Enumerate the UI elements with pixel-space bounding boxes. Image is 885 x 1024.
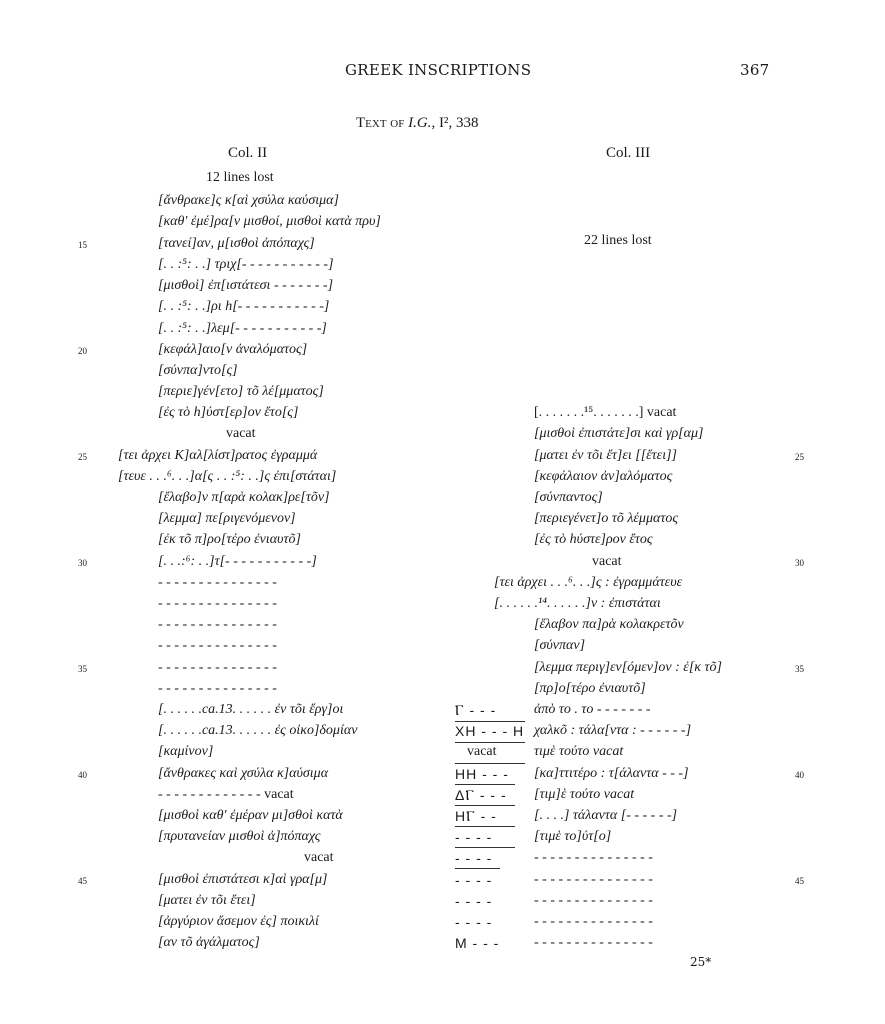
col2-line: [. . .:⁶: . .]τ[- - - - - - - - - - -]	[158, 554, 317, 569]
line-number: 15	[78, 240, 87, 250]
col3-line: [πρ]ο[τέρο ἐνιαυτõ]	[534, 681, 646, 696]
col3-vacat: vacat	[592, 554, 622, 569]
divider	[455, 721, 525, 722]
numeral-entry: - - - -	[455, 893, 493, 909]
line-number: 45	[78, 876, 87, 886]
col3-dash-line: - - - - - - - - - - - - - - -	[534, 872, 653, 887]
col3-line: χαλκõ : τάλα[ντα : - - - - - -]	[534, 723, 692, 738]
numeral-entry: - - - -	[455, 829, 493, 845]
col2-line: [ἐς τὸ h]ύστ[ερ]ον ἔτο[ς]	[158, 405, 299, 420]
col2-line: [ἀργύριον ἄσεμον ἐς] ποικιλί	[158, 914, 319, 929]
col3-dash-line: - - - - - - - - - - - - - - -	[534, 935, 653, 950]
col3-dash-line: - - - - - - - - - - - - - - -	[534, 914, 653, 929]
numeral-entry: Ⲅ - - -	[455, 702, 497, 718]
col2-dash-line: - - - - - - - - - - - - - - -	[158, 681, 277, 696]
numeral-entry: ΗΗ - - -	[455, 766, 509, 782]
col2-line: [. . . . . .ca.13. . . . . . ἐς οἰκο]δομίαν	[158, 723, 358, 738]
line-number: 25	[78, 452, 87, 462]
col2-line: [τει ἀρχει Κ]αλ[λίστ]ρατος ἐγραμμά	[118, 448, 318, 463]
col2-heading: Col. II	[228, 145, 268, 161]
line-number: 45	[795, 876, 804, 886]
line-number: 25	[795, 452, 804, 462]
col2-line: [καθ' ἐμέ]ρα[ν μισθοί, μισθοὶ κατὰ πρυ]	[158, 214, 381, 229]
col2-line: [. . :⁵: . .] τριχ[- - - - - - - - - - -]	[158, 257, 334, 272]
col3-lost-note: 22 lines lost	[584, 233, 652, 248]
caption-prefix: Text of	[356, 115, 405, 131]
running-title: GREEK INSCRIPTIONS	[345, 61, 532, 79]
col2-dash-line: - - - - - - - - - - - - - - -	[158, 575, 277, 590]
col2-dash-line: - - - - - - - - - - - - - - -	[158, 660, 277, 675]
numeral-entry: ΔⲄ - - -	[455, 787, 507, 803]
divider	[455, 784, 515, 785]
caption-number: 338	[455, 115, 479, 131]
col2-line: [ἔλαβο]ν π[αρὰ κολακ]ρε[τõν]	[158, 490, 330, 505]
divider	[455, 868, 500, 869]
numeral-entry: - - - -	[455, 850, 493, 866]
col2-line: [. . :⁵: . .]λεμ[- - - - - - - - - - -]	[158, 321, 327, 336]
col2-line: [ἄνθρακε]ς κ[αὶ χσύλα καύσιμα]	[158, 193, 339, 208]
numeral-entry: - - - -	[455, 914, 493, 930]
col3-line: [τει ἀρχει . . .⁶. . .]ς : ἐγραμμάτευε	[494, 575, 683, 590]
col3-line: [ματει ἐν τõι ἔτ]ει [[ἔτει]]	[534, 448, 677, 463]
numeral-entry: - - - -	[455, 872, 493, 888]
col2-line: [μισθοὶ καθ' ἐμέραν μι]σθοὶ κατὰ	[158, 808, 343, 823]
col2-line: [τανεί]αν, μ[ισθοὶ ἀπόπαχς]	[158, 236, 315, 251]
col2-vacat: vacat	[226, 426, 256, 441]
divider	[455, 847, 515, 848]
col2-line: [μισθοὶ] ἐπ[ιστάτεσι - - - - - - -]	[158, 278, 334, 293]
divider	[455, 763, 525, 764]
col2-line: [σύνπα]ντο[ς]	[158, 363, 238, 378]
col2-lost-note: 12 lines lost	[206, 170, 274, 185]
col3-line: [περιεγένετ]ο τõ λέμματος	[534, 511, 679, 526]
col2-dash-line: - - - - - - - - - - - - - - -	[158, 638, 277, 653]
line-number: 40	[78, 770, 87, 780]
col2-dash-line: - - - - - - - - - - - - - - -	[158, 617, 277, 632]
col3-heading: Col. III	[606, 145, 651, 161]
col3-line: [σύνπαν]	[534, 638, 586, 653]
numeral-entry: ΗⲄ - -	[455, 808, 497, 824]
col2-line: [. . :⁵: . .]ρι h[- - - - - - - - - - -]	[158, 299, 330, 314]
line-number: 30	[78, 558, 87, 568]
text-caption: Text of I.G., I², 338	[356, 115, 479, 131]
line-number: 35	[795, 664, 804, 674]
col3-line: [κα]ττιτέρο : τ[άλαντα - - -]	[534, 766, 689, 781]
col2-line: [κεφάλ]αιο[ν ἀναλόματος]	[158, 342, 308, 357]
col2-dash-line: - - - - - - - - - - - - - - -	[158, 596, 277, 611]
caption-ref: I.G.	[408, 115, 432, 131]
col2-line: [λεμμα] πε[ριγενόμενον]	[158, 511, 296, 526]
numeral-vacat: vacat	[467, 744, 497, 759]
col3-line: [. . . . . .¹⁴. . . . . .]ν : ἐπιστάται	[494, 596, 661, 611]
col2-line: [ἄνθρακες καὶ χσύλα κ]αύσιμα	[158, 766, 329, 781]
col3-line: [κεφάλαιον ἀν]αλόματος	[534, 469, 673, 484]
col2-vacat: vacat	[304, 850, 334, 865]
numeral-entry: Μ - - -	[455, 935, 500, 951]
col2-line: [αν τõ ἀγάλματος]	[158, 935, 260, 950]
col2-line: [καμίνον]	[158, 744, 214, 759]
caption-volume: I²	[438, 115, 449, 131]
divider	[455, 826, 515, 827]
col2-line: [. . . . . .ca.13. . . . . . ἐν τõι ἔργ]οι	[158, 702, 344, 717]
col2-line: [τευε . . .⁶. . .]α[ς . . :⁵: . .]ς ἐπι[στάται]	[118, 469, 337, 484]
col2-line: [περιε]γέν[ετο] τõ λέ[μματος]	[158, 384, 324, 399]
line-number: 20	[78, 346, 87, 356]
line-number: 30	[795, 558, 804, 568]
col3-line: [λεμμα περιγ]εν[όμεν]ον : ἐ[κ τõ]	[534, 660, 722, 675]
col3-dash-line: - - - - - - - - - - - - - - -	[534, 850, 653, 865]
col3-line: [τιμὲ το]ύτ[ο]	[534, 829, 612, 844]
col3-line: ἀπὸ το . το - - - - - - -	[534, 702, 651, 717]
col2-line: [ἐκ τõ π]ρο[τέρο ἐνιαυτõ]	[158, 532, 301, 547]
numeral-entry: ΧΗ - - - Η	[455, 723, 525, 739]
col3-line: [μισθοὶ ἐπιστάτε]σι καὶ γρ[αμ]	[534, 426, 704, 441]
col3-line: [ἐς τὸ hύστε]ρον ἔτος	[534, 532, 653, 547]
col3-dash-line: - - - - - - - - - - - - - - -	[534, 893, 653, 908]
signature-mark: 25*	[690, 955, 712, 969]
col2-line: - - - - - - - - - - - - - vacat	[158, 787, 294, 802]
col3-line: [τιμ]ὲ τούτο vacat	[534, 787, 635, 802]
col2-line: [μισθοὶ ἐπιστάτεσι κ]αὶ γρα[μ]	[158, 872, 328, 887]
col3-line: [σύνπαντος]	[534, 490, 603, 505]
col2-line: [ματει ἐν τõι ἔτει]	[158, 893, 256, 908]
line-number: 35	[78, 664, 87, 674]
line-number: 40	[795, 770, 804, 780]
col3-line: [. . . . . . .¹⁵. . . . . . .] vacat	[534, 405, 677, 420]
col2-line: [πρυτανείαν μισθοὶ ἀ]πόπαχς	[158, 829, 321, 844]
divider	[455, 805, 515, 806]
col3-line: [ἔλαβον πα]ρὰ κολακρετõν	[534, 617, 684, 632]
col3-line: [. . . .] τάλαντα [- - - - - -]	[534, 808, 678, 823]
divider	[455, 742, 525, 743]
col3-line: τιμὲ τούτο vacat	[534, 744, 624, 759]
page-number: 367	[740, 61, 770, 79]
